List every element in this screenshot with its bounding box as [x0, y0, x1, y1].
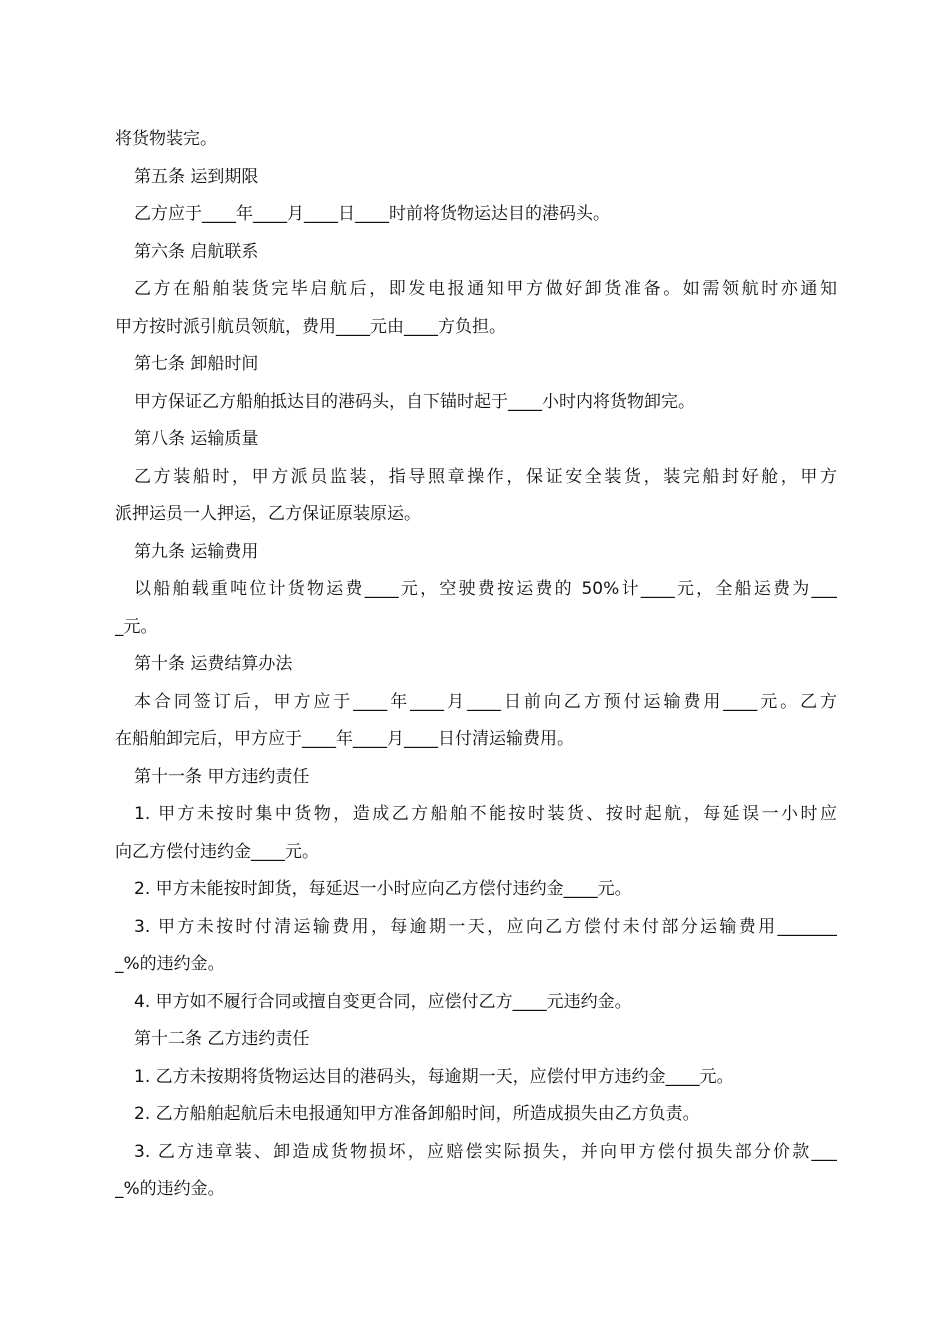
text-line: 第十一条 甲方违约责任	[134, 766, 310, 787]
text-line: _%的违约金。	[115, 954, 225, 974]
text-line: 乙方应于____年____月____日____时前将货物运达目的港码头。	[134, 204, 610, 224]
text-line: 1. 乙方未按期将货物运达目的港码头，每逾期一天，应偿付甲方违约金____元。	[134, 1066, 734, 1087]
text-line: 第八条 运输质量	[134, 429, 259, 449]
text-line: _%的违约金。	[115, 1179, 225, 1199]
text-line: 1. 甲方未按时集中货物，造成乙方船舶不能按时装货、按时起航，每延误一小时应	[134, 804, 837, 824]
text-line: _元。	[115, 616, 158, 637]
text-line: 第十条 运费结算办法	[134, 654, 293, 674]
text-line: 将货物装完。	[115, 129, 217, 149]
text-line: 本合同签订后，甲方应于____年____月____日前向乙方预付运输费用____元。乙方	[134, 691, 837, 712]
text-line: 派押运员一人押运，乙方保证原装原运。	[115, 504, 421, 524]
text-line: 乙方在船舶装货完毕启航后，即发电报通知甲方做好卸货准备。如需领航时亦通知	[134, 279, 837, 299]
text-line: 向乙方偿付违约金____元。	[115, 841, 319, 862]
text-line: 乙方装船时，甲方派员监装，指导照章操作，保证安全装货，装完船封好舱，甲方	[134, 466, 837, 487]
text-line: 2. 甲方未能按时卸货，每延迟一小时应向乙方偿付违约金____元。	[134, 879, 632, 899]
text-line: 以船舶载重吨位计货物运费____元，空驶费按运费的 50%计____元，全船运费为___	[134, 579, 837, 599]
text-line: 甲方按时派引航员领航，费用____元由____方负担。	[115, 316, 506, 337]
text-line: 第十二条 乙方违约责任	[134, 1029, 310, 1049]
text-line: 4. 甲方如不履行合同或擅自变更合同，应偿付乙方____元违约金。	[134, 991, 632, 1012]
text-line: 第六条 启航联系	[134, 241, 259, 262]
contract-text	[115, 121, 837, 1209]
text-line: 3. 乙方违章装、卸造成货物损坏，应赔偿实际损失，并向甲方偿付损失部分价款___	[134, 1141, 837, 1162]
text-line: 在船舶卸完后，甲方应于____年____月____日付清运输费用。	[115, 729, 574, 749]
text-line: 第九条 运输费用	[134, 541, 259, 562]
text-line: 2. 乙方船舶起航后未电报通知甲方准备卸船时间，所造成损失由乙方负责。	[134, 1104, 700, 1124]
text-line: 甲方保证乙方船舶抵达目的港码头，自下锚时起于____小时内将货物卸完。	[134, 391, 695, 412]
text-line: 第七条 卸船时间	[134, 354, 259, 374]
text-line: 第五条 运到期限	[134, 166, 259, 187]
text-line: 3. 甲方未按时付清运输费用，每逾期一天，应向乙方偿付未付部分运输费用_______	[134, 916, 837, 937]
